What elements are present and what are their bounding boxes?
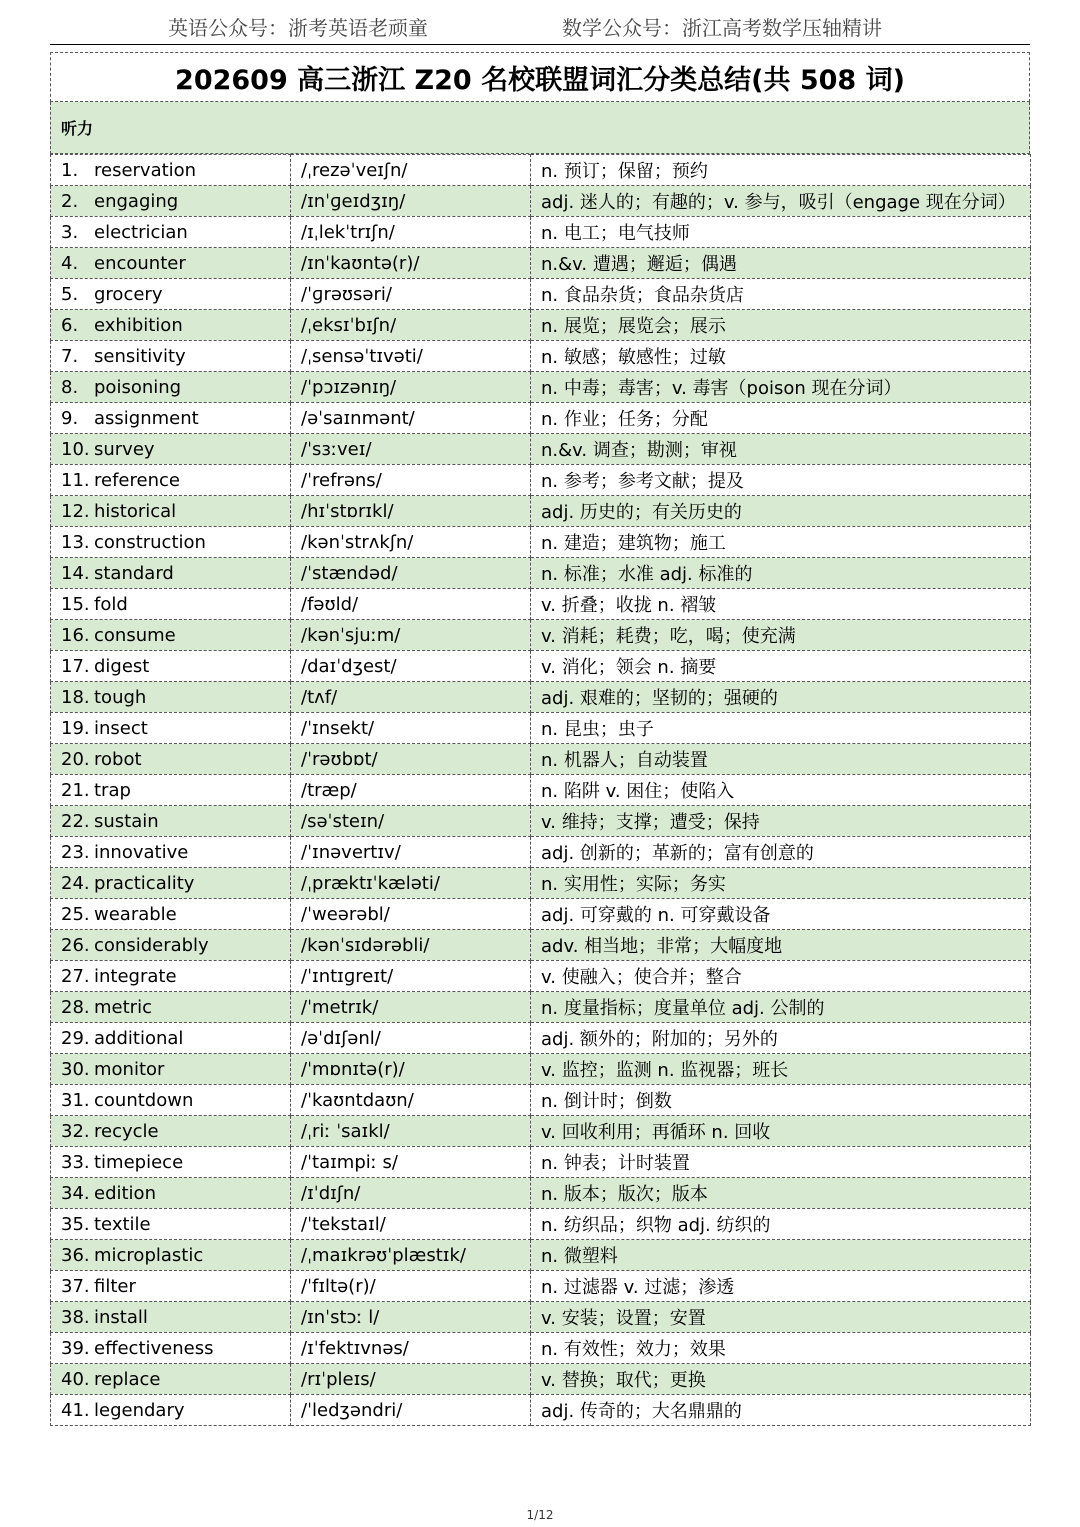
word-text: effectiveness bbox=[94, 1337, 214, 1359]
word-number: 3. bbox=[61, 221, 79, 243]
word-cell bbox=[51, 155, 291, 186]
word-text: legendary bbox=[94, 1399, 185, 1421]
meaning-cell: v. 消耗；耗费；吃，喝；使充满 bbox=[531, 620, 1031, 651]
phonetic-cell: /fəʊld/ bbox=[291, 589, 531, 620]
meaning-cell: adj. 传奇的；大名鼎鼎的 bbox=[531, 1395, 1031, 1426]
word-cell bbox=[51, 465, 291, 496]
meaning-cell: v. 回收利用；再循环 n. 回收 bbox=[531, 1116, 1031, 1147]
word-number: 10. bbox=[61, 438, 90, 460]
word-cell bbox=[51, 744, 291, 775]
phonetic-cell: /ˈɡrəʊsəri/ bbox=[291, 279, 531, 310]
word-number: 31. bbox=[61, 1089, 90, 1111]
word-number: 6. bbox=[61, 314, 79, 336]
word-text: reference bbox=[94, 469, 180, 491]
word-text: historical bbox=[94, 500, 177, 522]
meaning-cell: n. 参考；参考文献；提及 bbox=[531, 465, 1031, 496]
word-cell bbox=[51, 1147, 291, 1178]
word-cell bbox=[51, 930, 291, 961]
meaning-cell: adj. 额外的；附加的；另外的 bbox=[531, 1023, 1031, 1054]
word-text: timepiece bbox=[94, 1151, 184, 1173]
phonetic-cell: /ɪˈdɪʃn/ bbox=[291, 1178, 531, 1209]
word-text: insect bbox=[94, 717, 148, 739]
table-row bbox=[51, 217, 1031, 248]
meaning-cell: n. 钟表；计时装置 bbox=[531, 1147, 1031, 1178]
word-number: 14. bbox=[61, 562, 90, 584]
word-number: 19. bbox=[61, 717, 90, 739]
word-number: 1. bbox=[61, 159, 79, 181]
word-number: 20. bbox=[61, 748, 90, 770]
phonetic-cell: /kənˈsɪdərəbli/ bbox=[291, 930, 531, 961]
word-number: 23. bbox=[61, 841, 90, 863]
word-number: 4. bbox=[61, 252, 79, 274]
phonetic-cell: /ˌeksɪˈbɪʃn/ bbox=[291, 310, 531, 341]
word-text: consume bbox=[94, 624, 176, 646]
word-number: 8. bbox=[61, 376, 79, 398]
word-cell bbox=[51, 1240, 291, 1271]
word-number: 9. bbox=[61, 407, 79, 429]
phonetic-cell: /ˈmetrɪk/ bbox=[291, 992, 531, 1023]
table-row bbox=[51, 372, 1031, 403]
table-row bbox=[51, 930, 1031, 961]
word-cell bbox=[51, 372, 291, 403]
page-number: 1/12 bbox=[526, 1508, 554, 1522]
phonetic-cell: /ˈweərəbl/ bbox=[291, 899, 531, 930]
phonetic-cell: /ɪˈfektɪvnəs/ bbox=[291, 1333, 531, 1364]
word-text: survey bbox=[94, 438, 155, 460]
word-number: 32. bbox=[61, 1120, 90, 1142]
meaning-cell: v. 使融入；使合并；整合 bbox=[531, 961, 1031, 992]
word-text: digest bbox=[94, 655, 150, 677]
meaning-cell: n. 食品杂货；食品杂货店 bbox=[531, 279, 1031, 310]
word-number: 29. bbox=[61, 1027, 90, 1049]
phonetic-cell: /ɪnˈɡeɪdʒɪŋ/ bbox=[291, 186, 531, 217]
word-number: 15. bbox=[61, 593, 90, 615]
word-text: poisoning bbox=[94, 376, 182, 398]
phonetic-cell: /ˈstændəd/ bbox=[291, 558, 531, 589]
word-text: metric bbox=[94, 996, 152, 1018]
word-number: 39. bbox=[61, 1337, 90, 1359]
table-row bbox=[51, 806, 1031, 837]
vocab-table-body bbox=[51, 155, 1031, 1426]
phonetic-cell: /træp/ bbox=[291, 775, 531, 806]
table-row bbox=[51, 341, 1031, 372]
meaning-cell: n. 预订；保留；预约 bbox=[531, 155, 1031, 186]
table-row bbox=[51, 1116, 1031, 1147]
word-cell bbox=[51, 1302, 291, 1333]
word-cell bbox=[51, 248, 291, 279]
table-row bbox=[51, 713, 1031, 744]
word-cell bbox=[51, 527, 291, 558]
meaning-cell: adj. 迷人的；有趣的；v. 参与，吸引（engage 现在分词） bbox=[531, 186, 1031, 217]
word-text: engaging bbox=[94, 190, 179, 212]
table-row bbox=[51, 775, 1031, 806]
word-text: electrician bbox=[94, 221, 188, 243]
word-cell bbox=[51, 310, 291, 341]
phonetic-cell: /rɪˈpleɪs/ bbox=[291, 1364, 531, 1395]
table-row bbox=[51, 1085, 1031, 1116]
word-number: 7. bbox=[61, 345, 79, 367]
word-text: recycle bbox=[94, 1120, 159, 1142]
section-heading: 听力 bbox=[50, 102, 1030, 154]
meaning-cell: n. 昆虫；虫子 bbox=[531, 713, 1031, 744]
phonetic-cell: /tʌf/ bbox=[291, 682, 531, 713]
table-row bbox=[51, 682, 1031, 713]
phonetic-cell: /əˈdɪʃənl/ bbox=[291, 1023, 531, 1054]
table-row bbox=[51, 744, 1031, 775]
phonetic-cell: /ˈpɔɪzənɪŋ/ bbox=[291, 372, 531, 403]
phonetic-cell: /ˈɪnəvertɪv/ bbox=[291, 837, 531, 868]
word-text: filter bbox=[94, 1275, 136, 1297]
meaning-cell: n. 敏感；敏感性；过敏 bbox=[531, 341, 1031, 372]
meaning-cell: n. 标准；水准 adj. 标准的 bbox=[531, 558, 1031, 589]
word-cell bbox=[51, 434, 291, 465]
word-text: install bbox=[94, 1306, 148, 1328]
word-cell bbox=[51, 403, 291, 434]
phonetic-cell: /ˈledʒəndri/ bbox=[291, 1395, 531, 1426]
table-row bbox=[51, 465, 1031, 496]
word-number: 26. bbox=[61, 934, 90, 956]
word-cell bbox=[51, 279, 291, 310]
meaning-cell: n.&v. 调查；勘测；审视 bbox=[531, 434, 1031, 465]
table-row bbox=[51, 1271, 1031, 1302]
word-text: trap bbox=[94, 779, 131, 801]
word-number: 37. bbox=[61, 1275, 90, 1297]
phonetic-cell: /ˈrefrəns/ bbox=[291, 465, 531, 496]
word-cell bbox=[51, 186, 291, 217]
word-text: integrate bbox=[94, 965, 177, 987]
word-cell bbox=[51, 558, 291, 589]
table-row bbox=[51, 1302, 1031, 1333]
word-number: 22. bbox=[61, 810, 90, 832]
table-row bbox=[51, 1054, 1031, 1085]
page-title: 202609 高三浙江 Z20 名校联盟词汇分类总结(共 508 词) bbox=[50, 52, 1030, 102]
vocab-table bbox=[50, 154, 1031, 1426]
word-text: standard bbox=[94, 562, 174, 584]
meaning-cell: v. 替换；取代；更换 bbox=[531, 1364, 1031, 1395]
word-number: 36. bbox=[61, 1244, 90, 1266]
meaning-cell: v. 维持；支撑；遭受；保持 bbox=[531, 806, 1031, 837]
table-row bbox=[51, 992, 1031, 1023]
table-row bbox=[51, 837, 1031, 868]
word-cell bbox=[51, 806, 291, 837]
meaning-cell: v. 安装；设置；安置 bbox=[531, 1302, 1031, 1333]
word-cell bbox=[51, 775, 291, 806]
word-cell bbox=[51, 341, 291, 372]
word-cell bbox=[51, 1085, 291, 1116]
table-row bbox=[51, 961, 1031, 992]
phonetic-cell: /ˌsensəˈtɪvəti/ bbox=[291, 341, 531, 372]
word-number: 41. bbox=[61, 1399, 90, 1421]
word-cell bbox=[51, 992, 291, 1023]
word-cell bbox=[51, 868, 291, 899]
meaning-cell: v. 监控；监测 n. 监视器；班长 bbox=[531, 1054, 1031, 1085]
word-cell bbox=[51, 961, 291, 992]
meaning-cell: n. 度量指标；度量单位 adj. 公制的 bbox=[531, 992, 1031, 1023]
phonetic-cell: /daɪˈdʒest/ bbox=[291, 651, 531, 682]
table-row bbox=[51, 620, 1031, 651]
table-row bbox=[51, 1023, 1031, 1054]
word-text: countdown bbox=[94, 1089, 194, 1111]
word-cell bbox=[51, 1364, 291, 1395]
table-row bbox=[51, 155, 1031, 186]
meaning-cell: n. 机器人；自动装置 bbox=[531, 744, 1031, 775]
word-number: 17. bbox=[61, 655, 90, 677]
phonetic-cell: /ˌpræktɪˈkæləti/ bbox=[291, 868, 531, 899]
word-cell bbox=[51, 899, 291, 930]
page-header bbox=[50, 0, 1030, 45]
word-text: fold bbox=[94, 593, 128, 615]
word-number: 40. bbox=[61, 1368, 90, 1390]
word-text: encounter bbox=[94, 252, 186, 274]
meaning-cell: n. 作业；任务；分配 bbox=[531, 403, 1031, 434]
word-number: 34. bbox=[61, 1182, 90, 1204]
phonetic-cell: /ˈtaɪmpiː s/ bbox=[291, 1147, 531, 1178]
meaning-cell: adj. 创新的；革新的；富有创意的 bbox=[531, 837, 1031, 868]
word-text: additional bbox=[94, 1027, 184, 1049]
phonetic-cell: /ˈmɒnɪtə(r)/ bbox=[291, 1054, 531, 1085]
meaning-cell: n.&v. 遭遇；邂逅；偶遇 bbox=[531, 248, 1031, 279]
word-number: 5. bbox=[61, 283, 79, 305]
word-number: 2. bbox=[61, 190, 79, 212]
meaning-cell: n. 展览；展览会；展示 bbox=[531, 310, 1031, 341]
meaning-cell: n. 陷阱 v. 困住；使陷入 bbox=[531, 775, 1031, 806]
table-row bbox=[51, 651, 1031, 682]
meaning-cell: n. 过滤器 v. 过滤；渗透 bbox=[531, 1271, 1031, 1302]
meaning-cell: v. 折叠；收拢 n. 褶皱 bbox=[531, 589, 1031, 620]
word-cell bbox=[51, 651, 291, 682]
meaning-cell: n. 版本；版次；版本 bbox=[531, 1178, 1031, 1209]
word-cell bbox=[51, 620, 291, 651]
header-math-account: 数学公众号：浙江高考数学压轴精讲 bbox=[562, 16, 882, 40]
meaning-cell: n. 中毒；毒害；v. 毒害（poison 现在分词） bbox=[531, 372, 1031, 403]
meaning-cell: n. 有效性；效力；效果 bbox=[531, 1333, 1031, 1364]
word-cell bbox=[51, 1178, 291, 1209]
word-text: wearable bbox=[94, 903, 177, 925]
meaning-cell: n. 建造；建筑物；施工 bbox=[531, 527, 1031, 558]
phonetic-cell: /ˈsɜːveɪ/ bbox=[291, 434, 531, 465]
word-number: 28. bbox=[61, 996, 90, 1018]
meaning-cell: v. 消化；领会 n. 摘要 bbox=[531, 651, 1031, 682]
meaning-cell: adj. 历史的；有关历史的 bbox=[531, 496, 1031, 527]
word-number: 35. bbox=[61, 1213, 90, 1235]
word-number: 13. bbox=[61, 531, 90, 553]
word-cell bbox=[51, 1209, 291, 1240]
word-number: 18. bbox=[61, 686, 90, 708]
word-number: 27. bbox=[61, 965, 90, 987]
word-text: sensitivity bbox=[94, 345, 186, 367]
word-number: 38. bbox=[61, 1306, 90, 1328]
word-text: monitor bbox=[94, 1058, 165, 1080]
table-row bbox=[51, 1395, 1031, 1426]
table-row bbox=[51, 434, 1031, 465]
table-row bbox=[51, 527, 1031, 558]
word-cell bbox=[51, 1116, 291, 1147]
meaning-cell: n. 实用性；实际；务实 bbox=[531, 868, 1031, 899]
word-text: textile bbox=[94, 1213, 151, 1235]
word-text: innovative bbox=[94, 841, 189, 863]
table-row bbox=[51, 279, 1031, 310]
table-row bbox=[51, 558, 1031, 589]
phonetic-cell: /ɪnˈstɔː l/ bbox=[291, 1302, 531, 1333]
word-cell bbox=[51, 1023, 291, 1054]
word-text: replace bbox=[94, 1368, 161, 1390]
phonetic-cell: /ˌriː ˈsaɪkl/ bbox=[291, 1116, 531, 1147]
meaning-cell: adv. 相当地；非常；大幅度地 bbox=[531, 930, 1031, 961]
word-cell bbox=[51, 837, 291, 868]
phonetic-cell: /ɪnˈkaʊntə(r)/ bbox=[291, 248, 531, 279]
table-row bbox=[51, 496, 1031, 527]
meaning-cell: n. 纺织品；织物 adj. 纺织的 bbox=[531, 1209, 1031, 1240]
phonetic-cell: /kənˈstrʌkʃn/ bbox=[291, 527, 531, 558]
word-text: construction bbox=[94, 531, 206, 553]
word-cell bbox=[51, 1054, 291, 1085]
table-row bbox=[51, 589, 1031, 620]
phonetic-cell: /əˈsaɪnmənt/ bbox=[291, 403, 531, 434]
word-text: tough bbox=[94, 686, 147, 708]
header-english-account: 英语公众号：浙考英语老顽童 bbox=[168, 16, 428, 40]
word-number: 21. bbox=[61, 779, 90, 801]
phonetic-cell: /səˈsteɪn/ bbox=[291, 806, 531, 837]
meaning-cell: adj. 艰难的；坚韧的；强硬的 bbox=[531, 682, 1031, 713]
meaning-cell: n. 微塑料 bbox=[531, 1240, 1031, 1271]
word-cell bbox=[51, 1395, 291, 1426]
word-text: exhibition bbox=[94, 314, 183, 336]
phonetic-cell: /ɪˌlekˈtrɪʃn/ bbox=[291, 217, 531, 248]
word-text: sustain bbox=[94, 810, 159, 832]
phonetic-cell: /ˈtekstaɪl/ bbox=[291, 1209, 531, 1240]
word-cell bbox=[51, 1271, 291, 1302]
meaning-cell: adj. 可穿戴的 n. 可穿戴设备 bbox=[531, 899, 1031, 930]
phonetic-cell: /hɪˈstɒrɪkl/ bbox=[291, 496, 531, 527]
word-cell bbox=[51, 496, 291, 527]
table-row bbox=[51, 868, 1031, 899]
phonetic-cell: /ˌrezəˈveɪʃn/ bbox=[291, 155, 531, 186]
word-number: 30. bbox=[61, 1058, 90, 1080]
word-text: robot bbox=[94, 748, 142, 770]
table-row bbox=[51, 1333, 1031, 1364]
table-row bbox=[51, 899, 1031, 930]
word-text: edition bbox=[94, 1182, 156, 1204]
table-row bbox=[51, 1209, 1031, 1240]
table-row bbox=[51, 248, 1031, 279]
word-text: considerably bbox=[94, 934, 209, 956]
table-row bbox=[51, 1178, 1031, 1209]
word-text: assignment bbox=[94, 407, 199, 429]
word-cell bbox=[51, 713, 291, 744]
table-row bbox=[51, 403, 1031, 434]
word-text: grocery bbox=[94, 283, 163, 305]
phonetic-cell: /ˈɪnsekt/ bbox=[291, 713, 531, 744]
word-text: practicality bbox=[94, 872, 195, 894]
word-number: 24. bbox=[61, 872, 90, 894]
word-cell bbox=[51, 217, 291, 248]
meaning-cell: n. 电工；电气技师 bbox=[531, 217, 1031, 248]
word-number: 16. bbox=[61, 624, 90, 646]
phonetic-cell: /ˈkaʊntdaʊn/ bbox=[291, 1085, 531, 1116]
word-text: microplastic bbox=[94, 1244, 204, 1266]
word-text: reservation bbox=[94, 159, 197, 181]
table-row bbox=[51, 1240, 1031, 1271]
word-cell bbox=[51, 682, 291, 713]
phonetic-cell: /ˈɪntɪɡreɪt/ bbox=[291, 961, 531, 992]
word-number: 25. bbox=[61, 903, 90, 925]
meaning-cell: n. 倒计时；倒数 bbox=[531, 1085, 1031, 1116]
table-row bbox=[51, 186, 1031, 217]
word-number: 12. bbox=[61, 500, 90, 522]
word-cell bbox=[51, 1333, 291, 1364]
phonetic-cell: /ˈrəʊbɒt/ bbox=[291, 744, 531, 775]
table-row bbox=[51, 310, 1031, 341]
word-number: 33. bbox=[61, 1151, 90, 1173]
table-row bbox=[51, 1147, 1031, 1178]
word-number: 11. bbox=[61, 469, 90, 491]
phonetic-cell: /ˈfɪltə(r)/ bbox=[291, 1271, 531, 1302]
phonetic-cell: /kənˈsjuːm/ bbox=[291, 620, 531, 651]
phonetic-cell: /ˌmaɪkrəʊˈplæstɪk/ bbox=[291, 1240, 531, 1271]
table-row bbox=[51, 1364, 1031, 1395]
word-cell bbox=[51, 589, 291, 620]
vocab-sheet bbox=[50, 52, 1030, 1426]
